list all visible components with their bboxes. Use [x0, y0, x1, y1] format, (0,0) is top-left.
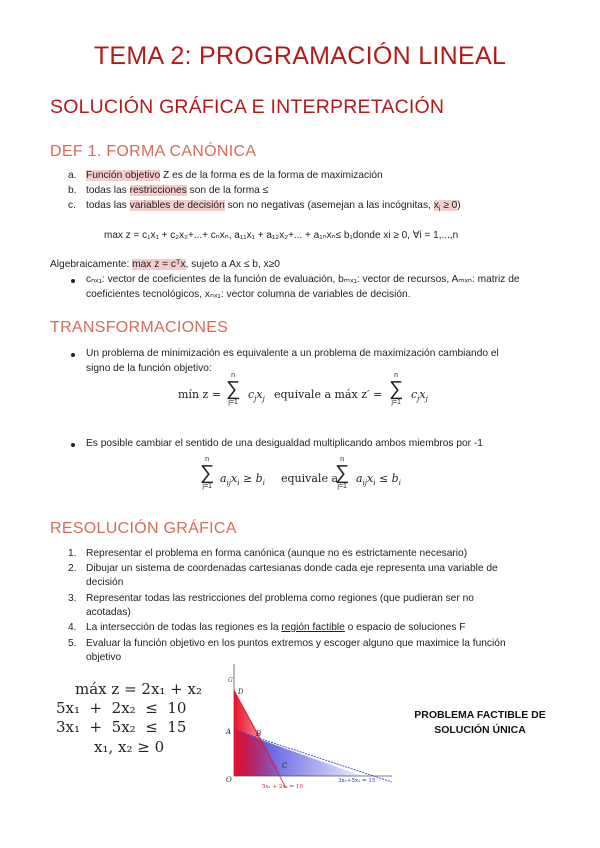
f1-c-sub: j: [254, 395, 257, 404]
step-3-line1: Representar todas las restricciones del problema como regiones (que pudieran ser no: [86, 593, 474, 604]
caption-line2: SOLUCIÓN ÚNICA: [434, 724, 526, 736]
f2-b2-sub: i: [398, 479, 401, 488]
step-4-pre: La intersección de todas las regiones es la: [86, 622, 282, 633]
f2-x: x: [230, 472, 238, 485]
def1-item-b-hl: restricciones: [129, 185, 187, 196]
bullet-icon: [71, 279, 75, 283]
sigma-icon: ∑: [200, 462, 215, 484]
step-4-underlined: región factible: [281, 622, 345, 633]
step-4-post: o espacio de soluciones F: [344, 622, 466, 633]
label-eq2: 3x₁+5x₂ = 15: [338, 778, 376, 784]
sigma-icon: ∑: [226, 378, 241, 400]
f1-c: c: [248, 388, 255, 401]
def1-item-a-post: Z es de la forma es de la forma de maximización: [160, 170, 383, 181]
f2-sum-left: [200, 456, 214, 490]
example-constraint-1: 5x₁ + 2x₂ ≤ 10: [56, 699, 187, 717]
sum-top-limit: n: [205, 456, 210, 463]
step-number: 3.: [68, 593, 77, 604]
example-objective: máx z = 2x₁ + x₂: [75, 680, 202, 698]
f2-b-sub: i: [262, 479, 265, 488]
def1-item-c-hl2-post: ≥ 0: [440, 200, 458, 211]
transform-heading: TRANSFORMACIONES: [50, 319, 229, 336]
sum-top-limit: n: [394, 372, 399, 379]
f2-left: [220, 472, 265, 487]
example-constraint-2: 3x₁ + 5x₂ ≤ 15: [56, 718, 187, 736]
f1-sum-left: [226, 372, 240, 406]
f2-ge: ≥: [242, 472, 253, 485]
sigma-icon: ∑: [389, 378, 404, 400]
def1-marker-c: c.: [68, 200, 76, 211]
step-5-line2: objetivo: [86, 652, 122, 663]
label-A: A: [226, 728, 232, 736]
f1-term-right: [411, 388, 428, 403]
sum-bottom-limit: j=1: [391, 399, 401, 406]
feasible-region-graph: [222, 660, 400, 800]
label-eq1: 5x₁ + 2x₂ = 10: [262, 784, 303, 790]
label-C: C: [282, 762, 288, 770]
def1-bullet-line1: cₙₓ₁: vector de coeficientes de la función de evaluación, bₘₓ₁: vector de recursos, Aₘₓₙ: matriz de: [86, 274, 520, 285]
def1-marker-b: b.: [68, 185, 77, 196]
def1-heading: DEF 1. FORMA CANÓNICA: [50, 143, 257, 160]
def1-item-c-end: ): [457, 200, 461, 211]
def1-item-c-hl2-sub: i: [438, 206, 441, 214]
f2-x-sub: i: [237, 479, 240, 488]
resolution-heading: RESOLUCIÓN GRÁFICA: [50, 520, 237, 537]
f2-le: ≤: [378, 472, 389, 485]
def1-item-b: [86, 184, 268, 198]
def1-item-c: [86, 199, 461, 217]
def1-item-b-pre: todas las: [86, 185, 130, 196]
transform-b1-line2: signo de la función objetivo:: [86, 363, 212, 374]
bullet-icon: [71, 443, 75, 447]
page-title: TEMA 2: PROGRAMACIÓN LINEAL: [93, 42, 507, 70]
sum-bottom-limit: j=1: [337, 483, 347, 490]
f1-x: x: [256, 388, 263, 401]
def1-item-c-hl2-var: x: [433, 200, 439, 211]
transform-b2-line: Es posible cambiar el sentido de una desigualdad multiplicando ambos miembros por -1: [86, 438, 483, 449]
label-B: B: [256, 730, 262, 738]
f2-a: a: [356, 472, 363, 485]
f1-x-sub: j: [262, 395, 265, 404]
def1-marker-a: a.: [68, 170, 77, 181]
f1-c: c: [411, 388, 418, 401]
f1-left: mín z =: [178, 388, 222, 401]
algebraic-line: [50, 258, 280, 272]
graph-caption: [395, 708, 565, 738]
f2-mid: equivale a: [281, 472, 339, 485]
f1-sum-right: [389, 372, 403, 406]
canonical-formula: max z = c₁x₁ + c₂x₂+...+ cₙxₙ, a₁₁x₁ + a₁₂x₂+... + a₁ₙxₙ≤ b₁donde xi ≥ 0, ∀i = 1,...,n: [104, 230, 459, 241]
f1-mid: equivale a máx z′ =: [274, 388, 383, 401]
sum-bottom-limit: j=1: [228, 399, 238, 406]
f2-sum-right: [335, 456, 349, 490]
def1-bullet-line2: coeficientes tecnológicos, xₙₓ₁: vector columna de variables de decisión.: [86, 289, 411, 300]
algebraic-prefix: Algebraicamente:: [50, 259, 133, 270]
f1-x-sub: j: [425, 395, 428, 404]
algebraic-suffix: , sujeto a Ax ≤ b, x≥0: [185, 259, 280, 270]
step-number: 1.: [68, 548, 77, 559]
def1-item-c-pre: todas las: [86, 200, 130, 211]
def1-item-b-post: son de la forma ≤: [186, 185, 269, 196]
def1-item-a: [86, 169, 383, 183]
f1-x: x: [419, 388, 426, 401]
caption-line1: PROBLEMA FACTIBLE DE: [414, 709, 546, 721]
label-D: D: [238, 688, 244, 696]
step-number: 5.: [68, 638, 77, 649]
f2-b2: b: [391, 472, 399, 485]
bullet-icon: [71, 353, 75, 357]
f1-c-sub: j: [417, 395, 420, 404]
step-2-line2: decisión: [86, 577, 124, 588]
step-4: [86, 621, 465, 635]
sum-top-limit: n: [231, 372, 236, 379]
f1-term-left: [248, 388, 265, 403]
f2-a: a: [220, 472, 227, 485]
f2-b: b: [255, 472, 263, 485]
step-1-line1: Representar el problema en forma canónica (aunque no es estrictamente necesario): [86, 548, 468, 559]
sigma-icon: ∑: [335, 462, 350, 484]
step-2-line1: Dibujar un sistema de coordenadas cartesianas donde cada eje representa una variable de: [86, 563, 498, 574]
step-number: 4.: [68, 622, 77, 633]
f2-x: x: [366, 472, 374, 485]
label-G: G: [228, 677, 233, 684]
example-nonneg: x₁, x₂ ≥ 0: [94, 738, 165, 756]
step-3-line2: acotadas): [86, 607, 131, 618]
f2-right: [356, 472, 401, 487]
step-5-line1: Evaluar la función objetivo en los puntos extremos y escoger alguno que maximice la función: [86, 638, 506, 649]
transform-b1-line1: Un problema de minimización es equivalente a un problema de maximización cambiando el: [86, 348, 499, 359]
f2-a-sub: ij: [226, 479, 231, 488]
def1-item-c-post: son no negativas (asemejan a las incógnitas,: [224, 200, 434, 211]
f2-x-sub: i: [373, 479, 376, 488]
step-number: 2.: [68, 563, 77, 574]
def1-item-c-hl2: [433, 200, 461, 214]
label-O: O: [226, 776, 232, 784]
sum-top-limit: n: [340, 456, 345, 463]
f2-a-sub: ij: [362, 479, 367, 488]
sum-bottom-limit: j=1: [202, 483, 212, 490]
section-title: SOLUCIÓN GRÁFICA E INTERPRETACIÓN: [50, 96, 445, 118]
def1-item-c-hl: variables de decisión: [129, 200, 225, 211]
def1-item-a-hl: Función objetivo: [86, 170, 161, 181]
algebraic-highlight: max z = cᵀx: [132, 259, 186, 270]
